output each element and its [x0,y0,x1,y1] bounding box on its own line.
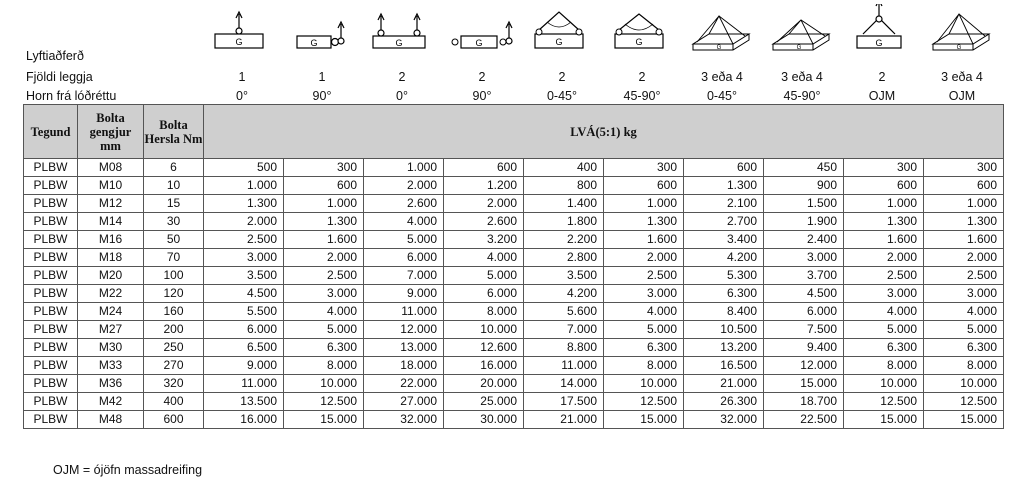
wll-cell: 21.000 [524,411,604,429]
wll-cell: 4.000 [924,303,1004,321]
angle-value: 45-90° [623,89,661,103]
thread-cell: M12 [78,195,144,213]
wll-cell: 1.500 [764,195,844,213]
wll-cell: 1.600 [284,231,364,249]
wll-cell: 4.200 [524,285,604,303]
wll-cell: 500 [204,159,284,177]
wll-cell: 3.000 [204,249,284,267]
thread-cell: M36 [78,375,144,393]
wll-cell: 1.000 [364,159,444,177]
legs-count: 2 [638,70,646,84]
wll-cell: 400 [524,159,604,177]
angle-value: 0° [396,89,408,103]
wll-cell: 1.300 [204,195,284,213]
wll-cell: 10.000 [284,375,364,393]
wll-cell: 3.200 [444,231,524,249]
wll-cell: 600 [284,177,364,195]
wll-cell: 8.800 [524,339,604,357]
torque-cell: 70 [144,249,204,267]
table-row [24,231,1004,249]
legs-count: 3 eða 4 [781,70,823,84]
col-header-torque: Bolta Hersla Nm [144,105,204,159]
wll-cell: 16.000 [444,357,524,375]
wll-cell: 1.600 [924,231,1004,249]
wll-cell: 9.000 [364,285,444,303]
wll-cell: 8.000 [444,303,524,321]
wll-cell: 3.000 [604,285,684,303]
wll-cell: 1.300 [924,213,1004,231]
wll-cell: 18.700 [764,393,844,411]
wll-cell: 5.500 [204,303,284,321]
wll-cell: 1.300 [684,177,764,195]
legs-count: 2 [478,70,486,84]
four-leg-sling-icon [683,4,761,61]
wll-cell: 15.000 [924,411,1004,429]
wll-cell: 27.000 [364,393,444,411]
wll-cell: 3.000 [844,285,924,303]
wll-cell: 3.500 [524,267,604,285]
footnote: OJM = ójöfn massadreifing [53,463,203,477]
wll-cell: 8.000 [604,357,684,375]
wll-cell: 15.000 [284,411,364,429]
wll-cell: 600 [444,159,524,177]
wll-cell: 9.400 [764,339,844,357]
type-cell: PLBW [24,411,78,429]
wll-cell: 5.000 [924,321,1004,339]
two-point-vertical-lift-icon [363,4,441,61]
wll-cell: 2.000 [844,249,924,267]
svg-text:G: G [235,37,243,47]
wll-cell: 2.200 [524,231,604,249]
torque-cell: 270 [144,357,204,375]
wll-cell: 6.000 [364,249,444,267]
two-leg-sling-icon [523,4,601,61]
table-row [24,375,1004,393]
torque-cell: 160 [144,303,204,321]
torque-cell: 30 [144,213,204,231]
wll-cell: 6.300 [684,285,764,303]
wll-cell: 12.500 [284,393,364,411]
wll-cell: 4.000 [284,303,364,321]
wll-cell: 3.400 [684,231,764,249]
torque-cell: 10 [144,177,204,195]
torque-cell: 600 [144,411,204,429]
torque-cell: 6 [144,159,204,177]
type-cell: PLBW [24,339,78,357]
wll-cell: 12.000 [764,357,844,375]
thread-cell: M42 [78,393,144,411]
wll-cell: 5.000 [604,321,684,339]
torque-cell: 400 [144,393,204,411]
wll-cell: 450 [764,159,844,177]
wll-cell: 7.000 [364,267,444,285]
svg-text:G: G [475,38,483,48]
type-cell: PLBW [24,375,78,393]
table-row [24,339,1004,357]
two-leg-sling-wide-icon [603,4,681,61]
wll-cell: 10.500 [684,321,764,339]
wll-cell: 600 [604,177,684,195]
torque-cell: 15 [144,195,204,213]
wll-cell: 12.600 [444,339,524,357]
wll-cell: 18.000 [364,357,444,375]
torque-cell: 50 [144,231,204,249]
thread-cell: M16 [78,231,144,249]
wll-cell: 2.000 [604,249,684,267]
wll-cell: 4.500 [764,285,844,303]
wll-cell: 12.500 [844,393,924,411]
legs-count: 2 [398,70,406,84]
wll-cell: 16.000 [204,411,284,429]
wll-cell: 5.000 [284,321,364,339]
col-header-thread: Bolta gengjur mm [78,105,144,159]
svg-text:G: G [796,45,802,51]
wll-cell: 17.500 [524,393,604,411]
wll-cell: 26.300 [684,393,764,411]
wll-cell: 8.400 [684,303,764,321]
two-point-side-lift-icon [443,4,521,61]
wll-cell: 600 [924,177,1004,195]
type-cell: PLBW [24,231,78,249]
wll-cell: 4.000 [604,303,684,321]
table-row [24,411,1004,429]
vertical-lift-icon [203,4,281,61]
wll-cell: 1.400 [524,195,604,213]
wll-cell: 11.000 [524,357,604,375]
svg-text:G: G [956,45,962,51]
wll-cell: 5.600 [524,303,604,321]
wll-cell: 2.000 [284,249,364,267]
wll-cell: 1.300 [844,213,924,231]
wll-cell: 14.000 [524,375,604,393]
thread-cell: M18 [78,249,144,267]
wll-cell: 6.500 [204,339,284,357]
wll-cell: 800 [524,177,604,195]
four-leg-uneven-icon [923,4,1001,61]
wll-cell: 1.300 [604,213,684,231]
wll-cell: 2.000 [204,213,284,231]
legs-count: 1 [318,70,326,84]
wll-cell: 2.000 [444,195,524,213]
wll-cell: 2.600 [444,213,524,231]
angle-value: 0° [236,89,248,103]
wll-cell: 6.000 [764,303,844,321]
table-row [24,267,1004,285]
torque-cell: 100 [144,267,204,285]
wll-cell: 2.500 [204,231,284,249]
wll-cell: 15.000 [844,411,924,429]
wll-cell: 2.500 [284,267,364,285]
side-lift-icon [283,4,361,61]
wll-cell: 2.600 [364,195,444,213]
table-row [24,159,1004,177]
thread-cell: M08 [78,159,144,177]
wll-cell: 1.600 [844,231,924,249]
wll-cell: 1.600 [604,231,684,249]
legs-count: 2 [558,70,566,84]
wll-cell: 2.000 [924,249,1004,267]
table-row [24,195,1004,213]
type-cell: PLBW [24,303,78,321]
type-cell: PLBW [24,321,78,339]
wll-cell: 30.000 [444,411,524,429]
svg-text:G: G [395,38,403,48]
torque-cell: 120 [144,285,204,303]
two-leg-uneven-icon [843,4,921,61]
wll-cell: 1.000 [284,195,364,213]
thread-cell: M27 [78,321,144,339]
wll-cell: 2.100 [684,195,764,213]
torque-cell: 250 [144,339,204,357]
wll-cell: 4.000 [844,303,924,321]
wll-cell: 13.200 [684,339,764,357]
wll-cell: 13.000 [364,339,444,357]
torque-cell: 320 [144,375,204,393]
type-cell: PLBW [24,177,78,195]
wll-cell: 2.500 [604,267,684,285]
wll-cell: 7.500 [764,321,844,339]
table-row [24,285,1004,303]
wll-cell: 2.500 [924,267,1004,285]
svg-text:G: G [875,38,883,48]
four-leg-sling-wide-icon [763,4,841,61]
legs-count: 2 [878,70,886,84]
type-cell: PLBW [24,213,78,231]
wll-cell: 11.000 [204,375,284,393]
type-cell: PLBW [24,195,78,213]
wll-cell: 10.000 [444,321,524,339]
type-cell: PLBW [24,159,78,177]
thread-cell: M48 [78,411,144,429]
wll-cell: 8.000 [924,357,1004,375]
angle-value: 0-45° [706,89,738,103]
wll-cell: 2.800 [524,249,604,267]
table-row [24,213,1004,231]
wll-cell: 2.400 [764,231,844,249]
wll-cell: 15.000 [764,375,844,393]
table-row [24,177,1004,195]
wll-cell: 10.000 [604,375,684,393]
thread-cell: M22 [78,285,144,303]
wll-cell: 6.000 [444,285,524,303]
wll-cell: 2.500 [844,267,924,285]
wll-cell: 1.000 [924,195,1004,213]
wll-cell: 2.700 [684,213,764,231]
col-header-wll: LVÁ(5:1) kg [204,105,1004,159]
number-of-legs-label: Fjöldi leggja [26,70,93,84]
torque-cell: 200 [144,321,204,339]
legs-count: 3 eða 4 [941,70,983,84]
table-row [24,303,1004,321]
table-row [24,321,1004,339]
wll-cell: 10.000 [924,375,1004,393]
wll-cell: 12.500 [604,393,684,411]
wll-cell: 9.000 [204,357,284,375]
table-row [24,357,1004,375]
wll-cell: 600 [684,159,764,177]
wll-cell: 1.300 [284,213,364,231]
wll-cell: 300 [604,159,684,177]
wll-cell: 12.500 [924,393,1004,411]
wll-cell: 3.700 [764,267,844,285]
thread-cell: M30 [78,339,144,357]
wll-cell: 4.500 [204,285,284,303]
wll-cell: 6.300 [604,339,684,357]
lifting-method-label: Lyftiaðferð [26,49,84,63]
type-cell: PLBW [24,285,78,303]
type-cell: PLBW [24,267,78,285]
thread-cell: M14 [78,213,144,231]
wll-cell: 4.000 [444,249,524,267]
legs-count: 1 [238,70,246,84]
table-row [24,393,1004,411]
wll-cell: 22.000 [364,375,444,393]
wll-cell: 1.900 [764,213,844,231]
wll-cell: 6.000 [204,321,284,339]
wll-cell: 1.200 [444,177,524,195]
angle-value: 90° [312,89,332,103]
wll-cell: 1.000 [844,195,924,213]
wll-cell: 15.000 [604,411,684,429]
svg-text:G: G [635,37,643,47]
angle-value: 45-90° [783,89,821,103]
col-header-type: Tegund [24,105,78,159]
wll-cell: 1.000 [604,195,684,213]
wll-cell: 6.300 [924,339,1004,357]
angle-value: 0-45° [546,89,578,103]
wll-cell: 4.200 [684,249,764,267]
wll-cell: 600 [844,177,924,195]
load-table [23,104,1004,429]
wll-cell: 3.000 [284,285,364,303]
type-cell: PLBW [24,357,78,375]
wll-cell: 8.000 [284,357,364,375]
wll-cell: 900 [764,177,844,195]
wll-cell: 4.000 [364,213,444,231]
wll-cell: 6.300 [284,339,364,357]
wll-cell: 16.500 [684,357,764,375]
wll-cell: 6.300 [844,339,924,357]
table-body [24,159,1004,429]
angle-from-vertical-label: Horn frá lóðréttu [26,89,117,103]
thread-cell: M33 [78,357,144,375]
wll-cell: 2.000 [364,177,444,195]
wll-cell: 1.000 [204,177,284,195]
table-row [24,249,1004,267]
wll-cell: 300 [844,159,924,177]
svg-text:G: G [310,38,318,48]
wll-cell: 5.300 [684,267,764,285]
angle-value: 90° [472,89,492,103]
wll-cell: 300 [924,159,1004,177]
svg-text:G: G [716,45,722,51]
wll-cell: 3.500 [204,267,284,285]
wll-cell: 25.000 [444,393,524,411]
wll-cell: 12.000 [364,321,444,339]
wll-cell: 5.000 [444,267,524,285]
wll-cell: 11.000 [364,303,444,321]
angle-value: OJM [868,89,896,103]
legs-count: 3 eða 4 [701,70,743,84]
wll-cell: 300 [284,159,364,177]
wll-cell: 3.000 [764,249,844,267]
wll-cell: 32.000 [684,411,764,429]
wll-cell: 1.800 [524,213,604,231]
wll-cell: 32.000 [364,411,444,429]
svg-text:G: G [555,37,563,47]
type-cell: PLBW [24,249,78,267]
type-cell: PLBW [24,393,78,411]
wll-cell: 10.000 [844,375,924,393]
wll-cell: 3.000 [924,285,1004,303]
wll-cell: 7.000 [524,321,604,339]
thread-cell: M10 [78,177,144,195]
thread-cell: M24 [78,303,144,321]
wll-cell: 5.000 [844,321,924,339]
thread-cell: M20 [78,267,144,285]
wll-cell: 20.000 [444,375,524,393]
wll-cell: 13.500 [204,393,284,411]
wll-cell: 22.500 [764,411,844,429]
wll-cell: 21.000 [684,375,764,393]
wll-cell: 8.000 [844,357,924,375]
angle-value: OJM [948,89,976,103]
wll-cell: 5.000 [364,231,444,249]
